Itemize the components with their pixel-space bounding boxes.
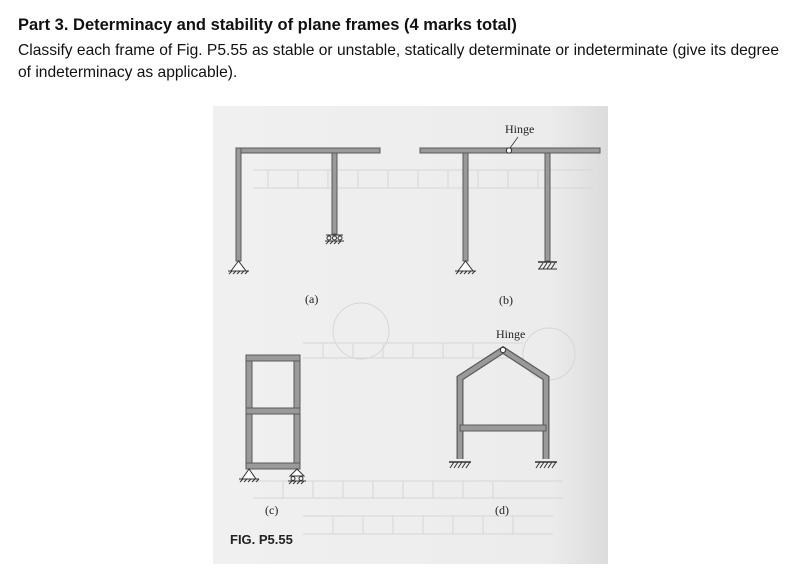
frame-c-top-beam	[246, 355, 300, 361]
frame-a-right-column	[332, 153, 337, 234]
frame-b-left-column	[463, 153, 468, 261]
hinge-label-d: Hinge	[496, 327, 526, 341]
sub-label-c: (c)	[265, 503, 279, 517]
frame-d-hinge	[500, 347, 505, 352]
hinge-label-b: Hinge	[505, 122, 535, 136]
figure-caption: FIG. P5.55	[230, 532, 293, 547]
frame-a-left-column	[236, 148, 241, 261]
frame-b-hinge	[506, 148, 511, 153]
frame-c-middle-beam	[246, 408, 300, 414]
section-heading: Part 3. Determinacy and stability of plane frames (4 marks total)	[18, 16, 517, 34]
frame-c-bottom-beam	[246, 463, 300, 469]
frame-a-beam	[236, 148, 380, 153]
sub-label-d: (d)	[495, 503, 509, 517]
question-text: Classify each frame of Fig. P5.55 as stable or unstable, statically determinate or indeterminate (give its degree of indeterminacy as applicable).	[18, 42, 780, 81]
figure-p5-55	[213, 106, 608, 564]
frame-d-tie-beam	[460, 425, 546, 431]
sub-label-b: (b)	[499, 293, 513, 307]
figure-drawing	[213, 106, 608, 564]
sub-label-a: (a)	[305, 292, 319, 306]
frame-b-right-column	[545, 153, 550, 261]
